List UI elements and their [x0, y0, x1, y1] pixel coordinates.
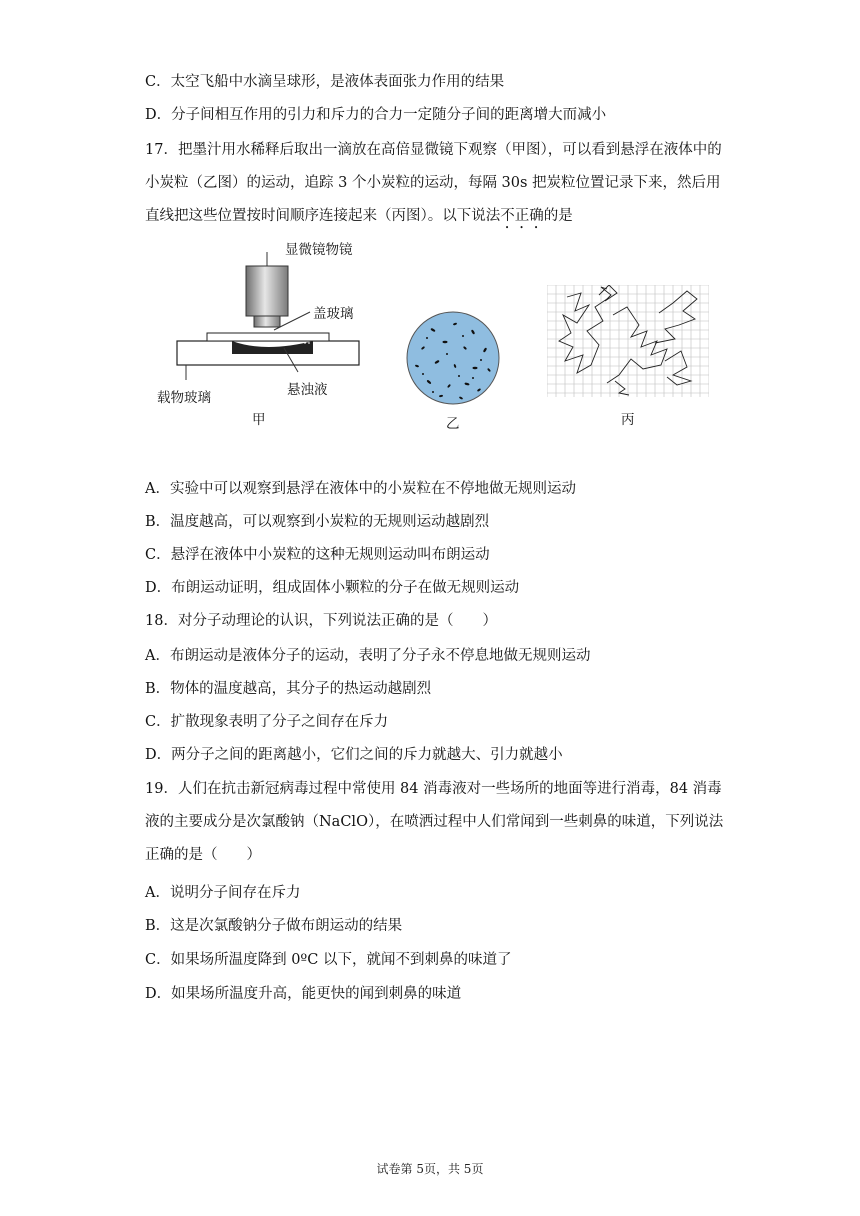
option-18a: A．布朗运动是液体分子的运动，表明了分子永不停息地做无规则运动 [145, 648, 591, 664]
label-slide: 载物玻璃 [157, 390, 211, 406]
option-19a: A．说明分子间存在斥力 [145, 885, 301, 901]
option-16c: C．太空飞船中水滴呈球形，是液体表面张力作用的结果 [145, 74, 505, 90]
question-17-figure [145, 232, 725, 437]
option-17c: C．悬浮在液体中小炭粒的这种无规则运动叫布朗运动 [145, 547, 490, 563]
caption-yi: 乙 [446, 416, 460, 432]
microscope-diagram [170, 232, 400, 437]
page-footer: 试卷第 5页，共 5页 [376, 1162, 484, 1176]
option-16d: D．分子间相互作用的引力和斥力的合力一定随分子间的距离增大而减小 [145, 107, 607, 123]
brownian-paths [547, 285, 709, 397]
stem-text: 17．把墨汁用水稀释后取出一滴放在高倍显微镜下观察（甲图），可以看到悬浮在液体中的小炭粒（乙图）的运动，追踪 3 个小炭粒的运动，每隔 30s 把炭粒位置记录下来，然后用直线把这些位置按时间顺序连接起来（丙图）。以下说法 [145, 142, 722, 224]
option-17b: B．温度越高，可以观察到小炭粒的无规则运动越剧烈 [145, 514, 490, 530]
option-18d: D．两分子之间的距离越小，它们之间的斥力就越大、引力就越小 [145, 747, 563, 763]
caption-jia: 甲 [252, 412, 266, 428]
option-19d: D．如果场所温度升高，能更快的闻到刺鼻的味道 [145, 986, 462, 1002]
stem-text-end: 的是 [543, 208, 573, 224]
label-objective: 显微镜物镜 [285, 242, 353, 258]
option-18b: B．物体的温度越高，其分子的热运动越剧烈 [145, 681, 432, 697]
option-18c: C．扩散现象表明了分子之间存在斥力 [145, 714, 389, 730]
label-cover-glass: 盖玻璃 [313, 306, 354, 322]
caption-bing: 丙 [621, 412, 635, 428]
stem-emphasis: 不正确 [500, 208, 544, 224]
option-17d: D．布朗运动证明，组成固体小颗粒的分子在做无规则运动 [145, 580, 520, 596]
label-suspension: 悬浊液 [287, 382, 328, 398]
option-19b: B．这是次氯酸钠分子做布朗运动的结果 [145, 918, 403, 934]
question-17-stem [145, 134, 725, 233]
question-18-stem: 18．对分子动理论的认识，下列说法正确的是（ ） [145, 613, 497, 629]
option-19c: C．如果场所温度降到 0ºC 以下，就闻不到刺鼻的味道了 [145, 952, 512, 968]
question-19-stem: 19．人们在抗击新冠病毒过程中常使用 84 消毒液对一些场所的地面等进行消毒，84 消毒液的主要成分是次氯酸钠（NaClO），在喷洒过程中人们常闻到一些刺鼻的味道，下列说法正确的是（ ） [145, 781, 724, 863]
particles-view [403, 308, 503, 408]
option-17a: A．实验中可以观察到悬浮在液体中的小炭粒在不停地做无规则运动 [145, 481, 576, 497]
